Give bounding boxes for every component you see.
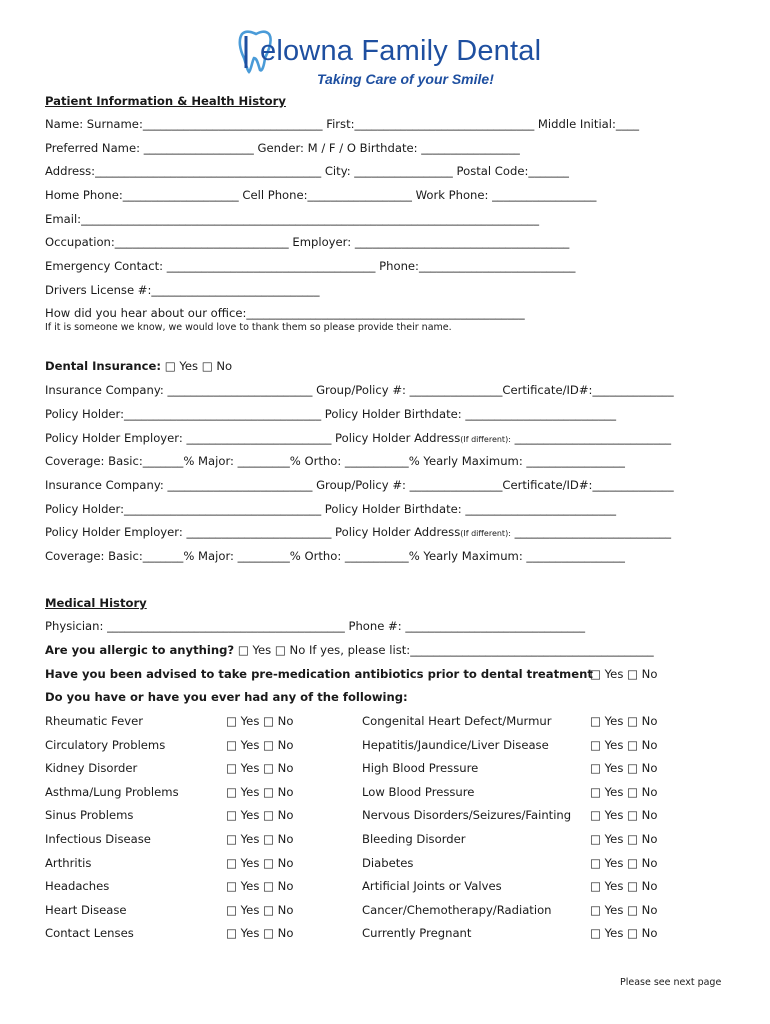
section-title-medical-history: Medical History bbox=[45, 596, 147, 610]
condition-label-right: Congenital Heart Defect/Murmur bbox=[362, 714, 552, 728]
condition-yes-no-left[interactable]: □ Yes □ No bbox=[226, 785, 294, 799]
condition-label-left: Rheumatic Fever bbox=[45, 714, 144, 728]
condition-label-right: Cancer/Chemotherapy/Radiation bbox=[362, 903, 552, 917]
policy-holder-employer-row-2[interactable]: Policy Holder Employer: _________________________ Policy Holder Address(If different): ___________________________ bbox=[45, 525, 672, 539]
coverage-row-2[interactable]: Coverage: Basic:_______% Major: _________% Ortho: ___________% Yearly Maximum: _________________ bbox=[45, 549, 625, 563]
condition-label-left: Sinus Problems bbox=[45, 808, 134, 822]
condition-yes-no-left[interactable]: □ Yes □ No bbox=[226, 856, 294, 870]
next-page-note: Please see next page bbox=[620, 977, 722, 988]
condition-yes-no-left[interactable]: □ Yes □ No bbox=[226, 903, 294, 917]
if-different-note-2: (If different): bbox=[460, 529, 511, 538]
policy-holder-employer-row[interactable]: Policy Holder Employer: _________________________ Policy Holder Address(If different): ___________________________ bbox=[45, 431, 672, 445]
condition-label-right: Hepatitis/Jaundice/Liver Disease bbox=[362, 738, 549, 752]
dental-insurance-yes-no[interactable]: □ Yes □ No bbox=[164, 359, 233, 373]
referral-row[interactable]: How did you hear about our office:________________________________________________ bbox=[45, 306, 525, 320]
preferred-name-row[interactable]: Preferred Name: ___________________ Gender: M / F / O Birthdate: _________________ bbox=[45, 141, 520, 155]
condition-yes-no-left[interactable]: □ Yes □ No bbox=[226, 879, 294, 893]
condition-label-right: Artificial Joints or Valves bbox=[362, 879, 502, 893]
address-row[interactable]: Address:_______________________________________ City: _________________ Postal Code:_______ bbox=[45, 164, 569, 178]
condition-label-right: High Blood Pressure bbox=[362, 761, 479, 775]
brand-name: elowna Family Dental bbox=[260, 35, 542, 67]
dental-insurance-label: Dental Insurance: bbox=[45, 359, 162, 373]
if-different-note: (If different): bbox=[460, 435, 511, 444]
antibiotics-question: Have you been advised to take pre-medication antibiotics prior to dental treatment bbox=[45, 667, 593, 681]
physician-row[interactable]: Physician: _________________________________________ Phone #: _______________________________ bbox=[45, 619, 586, 633]
condition-label-left: Asthma/Lung Problems bbox=[45, 785, 179, 799]
condition-label-left: Arthritis bbox=[45, 856, 92, 870]
condition-yes-no-right[interactable]: □ Yes □ No bbox=[590, 832, 658, 846]
email-row[interactable]: Email:_______________________________________________________________________________ bbox=[45, 212, 540, 226]
condition-yes-no-right[interactable]: □ Yes □ No bbox=[590, 856, 658, 870]
allergy-question: Are you allergic to anything? bbox=[45, 643, 235, 657]
condition-label-left: Infectious Disease bbox=[45, 832, 151, 846]
insurance-company-row-2[interactable]: Insurance Company: _________________________ Group/Policy #: ________________Certificate/ID#:______________ bbox=[45, 478, 674, 492]
condition-label-right: Nervous Disorders/Seizures/Fainting bbox=[362, 808, 572, 822]
condition-label-right: Bleeding Disorder bbox=[362, 832, 466, 846]
occupation-row[interactable]: Occupation:______________________________ Employer: _____________________________________ bbox=[45, 235, 570, 249]
condition-yes-no-right[interactable]: □ Yes □ No bbox=[590, 926, 658, 940]
condition-yes-no-right[interactable]: □ Yes □ No bbox=[590, 808, 658, 822]
condition-yes-no-left[interactable]: □ Yes □ No bbox=[226, 832, 294, 846]
condition-label-left: Contact Lenses bbox=[45, 926, 134, 940]
section-title-patient-info: Patient Information & Health History bbox=[45, 94, 286, 108]
allergy-row[interactable]: Are you allergic to anything? □ Yes □ No If yes, please list:__________________________________________ bbox=[45, 643, 654, 657]
coverage-row[interactable]: Coverage: Basic:_______% Major: _________% Ortho: ___________% Yearly Maximum: _________________ bbox=[45, 454, 625, 468]
phone-row[interactable]: Home Phone:____________________ Cell Phone:__________________ Work Phone: __________________ bbox=[45, 188, 597, 202]
condition-label-right: Currently Pregnant bbox=[362, 926, 472, 940]
condition-yes-no-left[interactable]: □ Yes □ No bbox=[226, 926, 294, 940]
insurance-company-row[interactable]: Insurance Company: _________________________ Group/Policy #: ________________Certificate/ID#:______________ bbox=[45, 383, 674, 397]
brand-tagline: Taking Care of your Smile! bbox=[317, 71, 494, 87]
antibiotics-yes-no[interactable]: □ Yes □ No bbox=[590, 667, 658, 681]
condition-label-left: Headaches bbox=[45, 879, 110, 893]
drivers-license-row[interactable]: Drivers License #:_____________________________ bbox=[45, 283, 320, 297]
referral-note: If it is someone we know, we would love to thank them so please provide their name. bbox=[45, 322, 452, 333]
conditions-question: Do you have or have you ever had any of the following: bbox=[45, 690, 408, 704]
condition-yes-no-right[interactable]: □ Yes □ No bbox=[590, 738, 658, 752]
condition-yes-no-right[interactable]: □ Yes □ No bbox=[590, 879, 658, 893]
condition-yes-no-right[interactable]: □ Yes □ No bbox=[590, 714, 658, 728]
condition-label-right: Low Blood Pressure bbox=[362, 785, 475, 799]
dental-insurance-row[interactable] bbox=[45, 359, 232, 373]
condition-label-right: Diabetes bbox=[362, 856, 414, 870]
condition-yes-no-left[interactable]: □ Yes □ No bbox=[226, 808, 294, 822]
condition-label-left: Kidney Disorder bbox=[45, 761, 138, 775]
policy-holder-row[interactable]: Policy Holder:__________________________________ Policy Holder Birthdate: __________________________ bbox=[45, 407, 617, 421]
condition-yes-no-left[interactable]: □ Yes □ No bbox=[226, 714, 294, 728]
condition-yes-no-left[interactable]: □ Yes □ No bbox=[226, 738, 294, 752]
name-row[interactable]: Name: Surname:_______________________________ First:_______________________________ Middle Initial:____ bbox=[45, 117, 640, 131]
condition-label-left: Circulatory Problems bbox=[45, 738, 166, 752]
condition-yes-no-right[interactable]: □ Yes □ No bbox=[590, 761, 658, 775]
condition-label-left: Heart Disease bbox=[45, 903, 127, 917]
condition-yes-no-right[interactable]: □ Yes □ No bbox=[590, 903, 658, 917]
emergency-contact-row[interactable]: Emergency Contact: ____________________________________ Phone:___________________________ bbox=[45, 259, 576, 273]
condition-yes-no-right[interactable]: □ Yes □ No bbox=[590, 785, 658, 799]
policy-holder-row-2[interactable]: Policy Holder:__________________________________ Policy Holder Birthdate: __________________________ bbox=[45, 502, 617, 516]
condition-yes-no-left[interactable]: □ Yes □ No bbox=[226, 761, 294, 775]
